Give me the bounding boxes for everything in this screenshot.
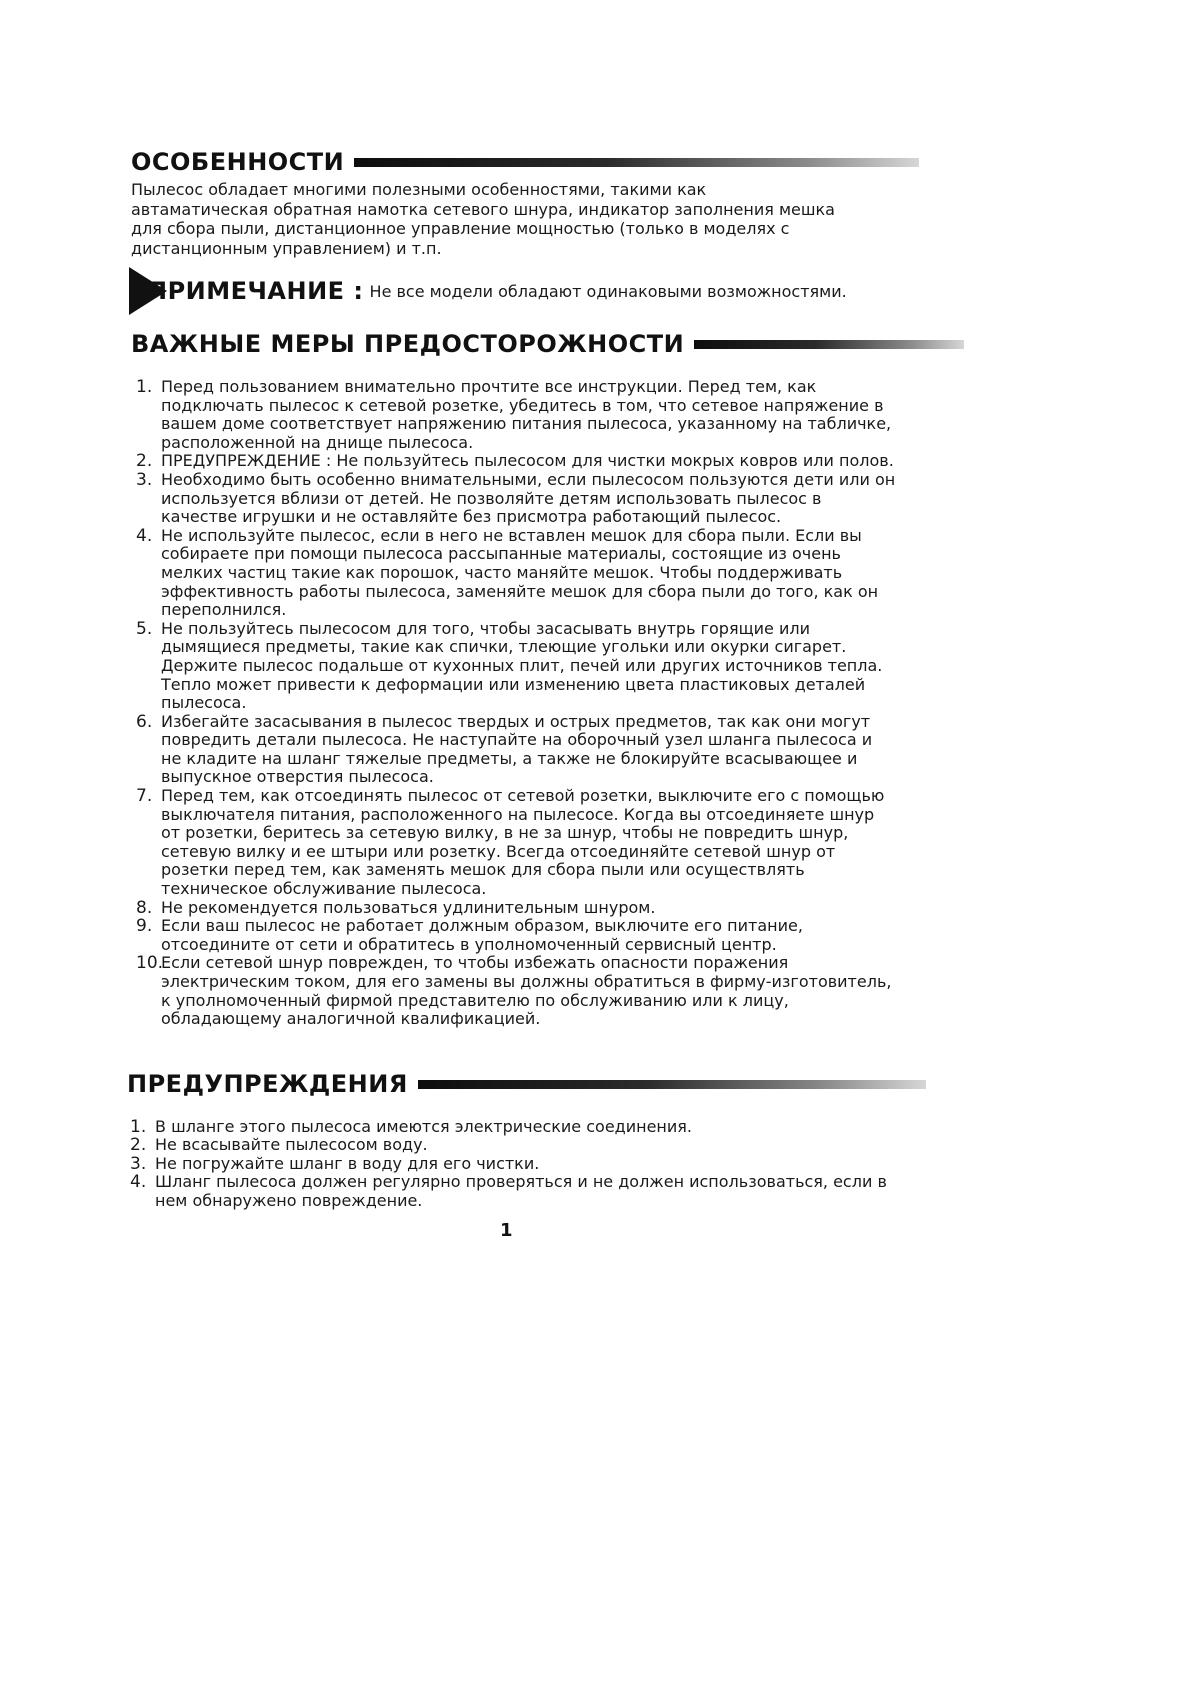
warnings-heading-bar xyxy=(418,1080,926,1089)
list-item xyxy=(136,917,896,954)
item-number: 3. xyxy=(130,1153,147,1174)
item-number: 2. xyxy=(130,1135,147,1156)
item-text: Не используйте пылесос, если в него не вставлен мешок для сбора пыли. Если вы собираете при помощи пылесоса рассыпанные материалы, состоящие из очень мелких частиц такие как порошок, часто маняйте мешок. Чтобы поддерживать эффективность работы пылесоса, заменяйте мешок для сбора пыли до того, как он переполнился. xyxy=(161,525,879,620)
list-item xyxy=(136,620,896,713)
list-item xyxy=(136,378,896,452)
item-number: 1. xyxy=(136,377,153,397)
item-text: Не всасывайте пылесосом воду. xyxy=(155,1135,428,1155)
features-title: ОСОБЕННОСТИ xyxy=(131,148,345,176)
item-number: 10. xyxy=(136,953,164,974)
precautions-heading xyxy=(131,330,964,358)
item-text: Перед пользованием внимательно прочтите все инструкции. Перед тем, как подключать пылесос к сетевой розетке, убедитесь в том, что сетевое напряжение в вашем доме соответствует напряжению питания пылесоса, указанному на табличке, расположенной на днище пылесоса. xyxy=(161,377,892,452)
item-number: 3. xyxy=(136,469,153,490)
item-text: Не рекомендуется пользоваться удлинительным шнуром. xyxy=(161,897,656,917)
warnings-list xyxy=(130,1118,890,1210)
list-item xyxy=(136,787,896,899)
item-text: Перед тем, как отсоединять пылесос от сетевой розетки, выключите его с помощью выключателя питания, расположенного на пылесосе. Когда вы отсоединяете шнур от розетки, беритесь за сетевую вилку, в не за шнур, чтобы не повредить шнур, сетевую вилку и ее штыри или розетку. Всегда отсоединяйте сетевой шнур от розетки перед тем, как заменять мешок для сбора пыли или осуществлять техническое обслуживание пылесоса. xyxy=(161,786,885,899)
features-heading xyxy=(131,148,919,176)
list-item xyxy=(136,954,896,1028)
item-number: 4. xyxy=(130,1172,147,1193)
page-number: 1 xyxy=(500,1220,513,1241)
item-number: 2. xyxy=(136,451,153,472)
item-number: 7. xyxy=(136,786,153,807)
item-text: Не пользуйтесь пылесосом для того, чтобы засасывать внутрь горящие или дымящиеся предметы, такие как спички, тлеющие угольки или окурки сигарет. Держите пылесос подальше от кухонных плит, печей или других источников тепла. Тепло может привести к деформации или изменению цвета пластиковых деталей пылесоса. xyxy=(161,618,883,713)
list-item xyxy=(136,527,896,620)
warnings-title: ПРЕДУПРЕЖДЕНИЯ xyxy=(127,1070,408,1098)
item-number: 8. xyxy=(136,897,153,918)
note-label: ПРИМЕЧАНИЕ : xyxy=(147,277,364,305)
item-text: В шланге этого пылесоса имеются электрические соединения. xyxy=(155,1117,692,1136)
item-number: 4. xyxy=(136,525,153,546)
item-number: 6. xyxy=(136,711,153,732)
item-text: Шланг пылесоса должен регулярно проверяться и не должен использоваться, если в нем обнаружено повреждение. xyxy=(155,1172,887,1210)
list-item xyxy=(136,899,896,918)
item-number: 9. xyxy=(136,916,153,937)
list-item xyxy=(130,1173,890,1210)
warnings-heading xyxy=(127,1070,926,1098)
item-text: Если ваш пылесос не работает должным образом, выключите его питание, отсоедините от сети и обратитесь в уполномоченный сервисный центр. xyxy=(161,916,803,954)
precautions-title: ВАЖНЫЕ МЕРЫ ПРЕДОСТОРОЖНОСТИ xyxy=(131,330,685,358)
item-text: Необходимо быть особенно внимательными, если пылесосом пользуются дети или он используется вблизи от детей. Не позволяйте детям использовать пылесос в качестве игрушки и не оставляйте без присмотра работающий пылесос. xyxy=(161,469,896,527)
list-item xyxy=(130,1136,890,1154)
item-number: 5. xyxy=(136,618,153,639)
item-text: ПРЕДУПРЕЖДЕНИЕ : Не пользуйтесь пылесосом для чистки мокрых ковров или полов. xyxy=(161,451,894,471)
precautions-list xyxy=(136,378,896,1029)
list-item xyxy=(130,1155,890,1173)
item-text: Если сетевой шнур поврежден, то чтобы избежать опасности поражения электрическим током, для его замены вы должны обратиться в фирму-изготовитель, к уполномоченный фирмой представителю по обслуживанию или к лицу, обладающему аналогичной квалификацией. xyxy=(161,953,892,1029)
list-item xyxy=(136,471,896,527)
precautions-heading-bar xyxy=(694,340,964,349)
note-text: Не все модели обладают одинаковыми возможностями. xyxy=(369,281,847,301)
list-item xyxy=(136,713,896,787)
item-text: Избегайте засасывания в пылесос твердых и острых предметов, так как они могут повредить детали пылесоса. Не наступайте на оборочный узел шланга пылесоса и не кладите на шланг тяжелые предметы, а также не блокируйте всасывающее и выпускное отверстия пылесоса. xyxy=(161,711,873,787)
note xyxy=(129,267,847,315)
features-heading-bar xyxy=(354,158,919,167)
features-text: Пылесос обладает многими полезными особенностями, такими как автаматическая обратная намотка сетевого шнура, индикатор заполнения мешка для сбора пыли, дистанционное управление мощностью (только в моделях с дистанционным управлением) и т.п. xyxy=(131,180,835,258)
list-item xyxy=(136,452,896,471)
list-item xyxy=(130,1118,890,1136)
item-number: 1. xyxy=(130,1117,147,1137)
item-text: Не погружайте шланг в воду для его чистки. xyxy=(155,1153,540,1173)
